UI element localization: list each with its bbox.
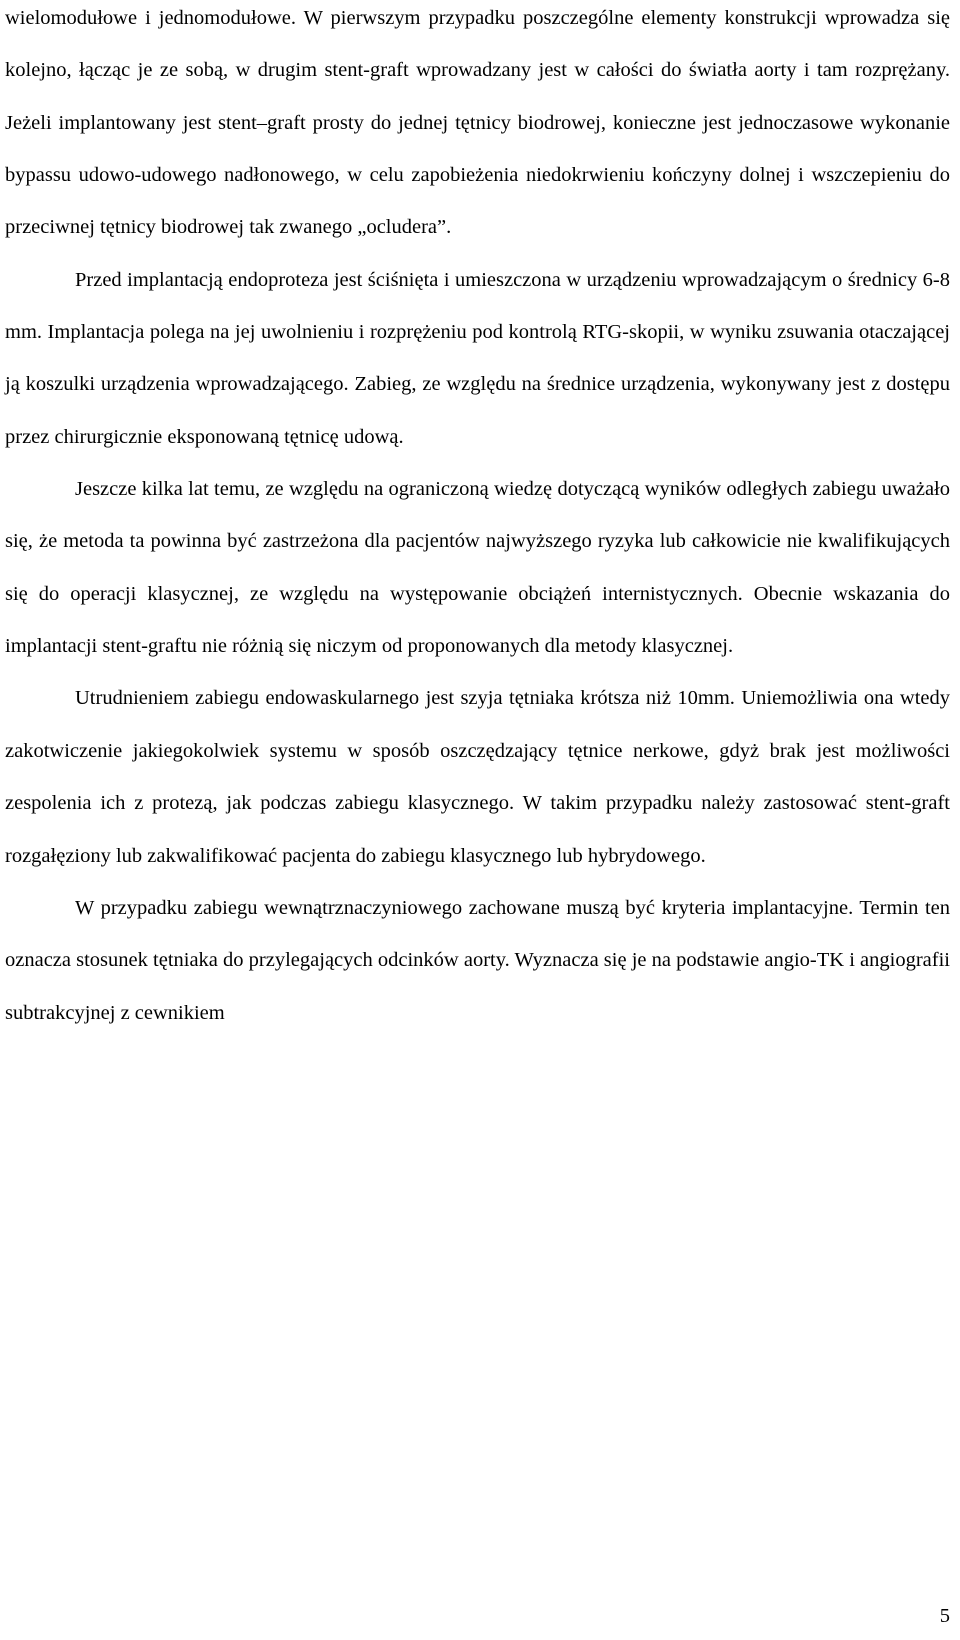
paragraph: Jeszcze kilka lat temu, ze względu na ograniczoną wiedzę dotyczącą wyników odległych zabiegu uważało się, że metoda ta powinna być zastrzeżona dla pacjentów najwyższego ryzyka lub całkowicie nie kwalifikujących się do operacji klasycznej, ze względu na występowanie obciążeń internistycznych. Obecnie wskazania do implantacji stent-graftu nie różnią się niczym od proponowanych dla metody klasycznej. — [5, 478, 950, 658]
paragraph: Utrudnieniem zabiegu endowaskularnego jest szyja tętniaka krótsza niż 10mm. Uniemożliwia ona wtedy zakotwiczenie jakiegokolwiek systemu w sposób oszczędzający tętnice nerkowe, gdyż brak jest możliwości zespolenia ich z protezą, jak podczas zabiegu klasycznego. W takim przypadku należy zastosować stent-graft rozgałęziony lub zakwalifikować pacjenta do zabiegu klasycznego lub hybrydowego. — [5, 687, 950, 867]
body-text — [5, 0, 950, 1039]
paragraph: wielomodułowe i jednomodułowe. W pierwszym przypadku poszczególne elementy konstrukcji wprowadza się kolejno, łącząc je ze sobą, w drugim stent-graft wprowadzany jest w całości do światła aorty i tam rozprężany. Jeżeli implantowany jest stent–graft prosty do jednej tętnicy biodrowej, konieczne jest jednoczasowe wykonanie bypassu udowo-udowego nadłonowego, w celu zapobieżenia niedokrwieniu kończyny dolnej i wszczepieniu do przeciwnej tętnicy biodrowej tak zwanego „ocludera”. — [5, 7, 950, 239]
page-number: 5 — [939, 1605, 950, 1627]
paragraph: W przypadku zabiegu wewnątrznaczyniowego zachowane muszą być kryteria implantacyjne. Termin ten oznacza stosunek tętniaka do przylegających odcinków aorty. Wyznacza się je na podstawie angio-TK i angiografii subtrakcyjnej z cewnikiem — [5, 896, 950, 1024]
paragraph: Przed implantacją endoproteza jest ściśnięta i umieszczona w urządzeniu wprowadzającym o średnicy 6-8 mm. Implantacja polega na jej uwolnieniu i rozprężeniu pod kontrolą RTG-skopii, w wyniku zsuwania otaczającej ją koszulki urządzenia wprowadzającego. Zabieg, ze względu na średnice urządzenia, wykonywany jest z dostępu przez chirurgicznie eksponowaną tętnicę udową. — [5, 268, 950, 448]
